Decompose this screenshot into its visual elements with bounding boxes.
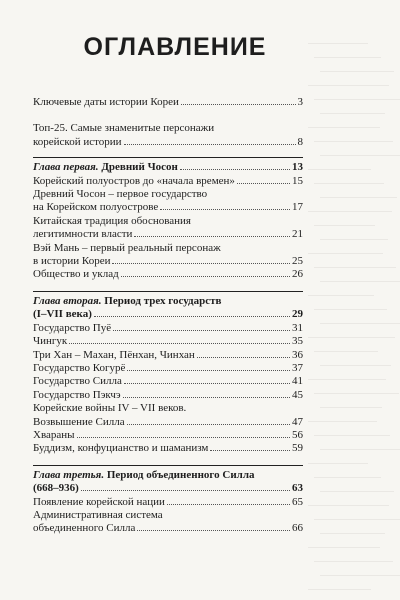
page-number: 37 [292,361,303,374]
bleed-line [308,72,389,86]
bleed-line [320,562,400,576]
toc-entry [33,322,303,335]
bleed-line [314,296,387,310]
leader-dots [121,276,290,277]
toc-row [33,349,303,362]
toc-row [33,136,303,149]
entry-text: (668–936) [33,482,79,495]
toc-entry [33,496,303,509]
bleed-line [314,380,399,394]
toc-row [33,402,303,415]
bleed-line [308,408,377,422]
toc-entry [33,242,303,269]
toc-row [33,308,303,321]
bleed-line [308,240,383,254]
bleed-line [314,422,390,436]
bleed-line [314,128,393,142]
page-number: 47 [292,415,303,428]
entry-text-line1: Китайская традиция обоснования [33,214,191,227]
entry-text: Хвараны [33,428,75,441]
toc-entry [33,362,303,375]
chapter-label: Глава первая. [33,161,99,174]
bleed-line [314,548,393,562]
page-number: 8 [297,135,303,148]
page-number: 31 [292,321,303,334]
leader-dots [210,450,290,451]
page-number: 35 [292,335,303,348]
toc-row [33,322,303,335]
chapter-rule [33,157,303,158]
entry-text: Государство Силла [33,375,122,388]
toc-row [33,268,303,281]
toc-entry [33,188,303,215]
chapter-name: Древний Чосон [101,161,178,174]
leader-dots [127,424,290,425]
page-number: 15 [292,174,303,187]
bleed-line [308,198,392,212]
page-number: 29 [292,308,303,321]
toc-row [33,429,303,442]
page-number: 65 [292,495,303,508]
page-number: 66 [292,522,303,535]
leader-dots [160,209,290,210]
bleed-line [320,184,397,198]
page-number: 45 [292,388,303,401]
bleed-line [308,534,380,548]
bleed-line [308,576,371,590]
leader-dots [137,530,290,531]
toc-row [33,416,303,429]
bleed-line [308,492,389,506]
leader-dots [94,316,290,317]
toc-entry [33,416,303,429]
entry-text-line1: Административная система [33,508,163,521]
toc-entry [33,175,303,188]
chapter-line1 [33,295,303,308]
bleed-line [314,170,384,184]
entry-text: Корейские войны IV – VII веков. [33,402,187,415]
entry-text-line1: Древний Чосон – первое государство [33,188,208,201]
toc-entry [33,375,303,388]
leader-dots [69,343,290,344]
entry-text: Корейский полуостров до «начала времен» [33,174,235,187]
chapter-line1 [33,469,303,482]
bleed-line [314,212,375,226]
leader-dots [123,397,290,398]
bleed-line [320,268,400,282]
leader-dots [124,383,290,384]
page-number: 56 [292,428,303,441]
leader-dots [81,490,290,491]
toc-row [33,161,303,174]
bleed-through-text [308,30,400,600]
leader-dots [180,169,290,170]
page-number: 36 [292,348,303,361]
entry-text: Три Хан – Махан, Пёнхан, Чинхан [33,348,195,361]
toc-row [33,362,303,375]
entry-text: легитимности власти [33,228,133,241]
table-of-contents [33,96,303,536]
bleed-line [308,282,374,296]
entry-text: в истории Кореи [33,255,111,268]
entry-text: Чингук [33,335,68,348]
toc-entry [33,96,303,109]
toc-entry [33,215,303,242]
entry-text: Государство Пуё [33,321,112,334]
page-number: 25 [292,255,303,268]
entry-text: на Корейском полуострове [33,201,159,214]
leader-dots [181,104,296,105]
bleed-line [314,254,396,268]
toc-row [33,442,303,455]
toc-entry [33,429,303,442]
entry-text-line1: Топ-25. Самые знаменитые персонажи [33,122,215,135]
chapter-heading [33,469,303,496]
entry-text: Появление корейской нации [33,495,165,508]
leader-dots [237,183,290,184]
page-number: 41 [292,375,303,388]
entry-text: Ключевые даты истории Кореи [33,96,179,108]
toc-entry [33,335,303,348]
page-number: 21 [292,228,303,241]
leader-dots [167,504,290,505]
chapter-title-text [33,161,178,174]
chapter-label: Глава третья. [33,468,105,481]
bleed-line [320,142,400,156]
bleed-line [320,310,400,324]
leader-dots [124,144,296,145]
leader-dots [113,330,290,331]
bleed-line [308,366,386,380]
bleed-line [314,86,400,100]
bleed-line [320,226,388,240]
toc-row [33,228,303,241]
page-number: 13 [292,161,303,174]
toc-row [33,335,303,348]
bleed-line [320,100,385,114]
toc-entry [33,349,303,362]
toc-entry [33,122,303,149]
bleed-line [320,436,400,450]
toc-entry [33,389,303,402]
page-number: 26 [292,268,303,281]
bleed-line [314,338,378,352]
page-title: ОГЛАВЛЕНИЕ [83,33,267,61]
bleed-line [314,590,384,600]
entry-text: Государство Когурё [33,361,126,374]
toc-row [33,255,303,268]
bleed-line [320,394,382,408]
bleed-line [308,450,368,464]
bleed-line [308,156,371,170]
toc-entry [33,402,303,415]
entry-text-line1: Вэй Мань – первый реальный персонаж [33,241,221,254]
toc-entry [33,509,303,536]
entry-text: объединенного Силла [33,522,136,535]
entry-text: Возвышение Силла [33,415,125,428]
chapter-rule [33,291,303,292]
toc-row [33,496,303,509]
entry-text: Буддизм, конфуцианство и шаманизм [33,442,209,455]
toc-row [33,375,303,388]
toc-row [33,482,303,495]
toc-row [33,96,303,109]
bleed-line [314,506,400,520]
chapter-rule [33,465,303,466]
chapter-heading [33,161,303,174]
chapter-name: Период объединенного Силла [106,468,255,481]
chapter-label: Глава вторая. [33,294,102,307]
toc-entry [33,442,303,455]
bleed-line [308,324,395,338]
bleed-line [314,464,381,478]
entry-text: корейской истории [33,135,122,148]
toc-row [33,175,303,188]
leader-dots [197,357,290,358]
leader-dots [77,437,290,438]
page-number: 59 [292,442,303,455]
page-number: 17 [292,201,303,214]
page-number: 63 [292,482,303,495]
bleed-line [308,114,380,128]
leader-dots [127,370,290,371]
bleed-line [320,352,391,366]
bleed-line [320,478,394,492]
toc-row [33,522,303,535]
leader-dots [112,263,290,264]
chapter-name: Период трех государств [104,294,222,307]
chapter-heading [33,295,303,322]
entry-text: Общество и уклад [33,268,119,281]
entry-text: (I–VII века) [33,308,92,321]
toc-row [33,389,303,402]
leader-dots [134,236,290,237]
spacer [33,109,303,122]
toc-row [33,201,303,214]
page-number: 3 [297,96,303,108]
entry-text: Государство Пэкчэ [33,388,121,401]
toc-entry [33,268,303,281]
bleed-line [320,520,385,534]
